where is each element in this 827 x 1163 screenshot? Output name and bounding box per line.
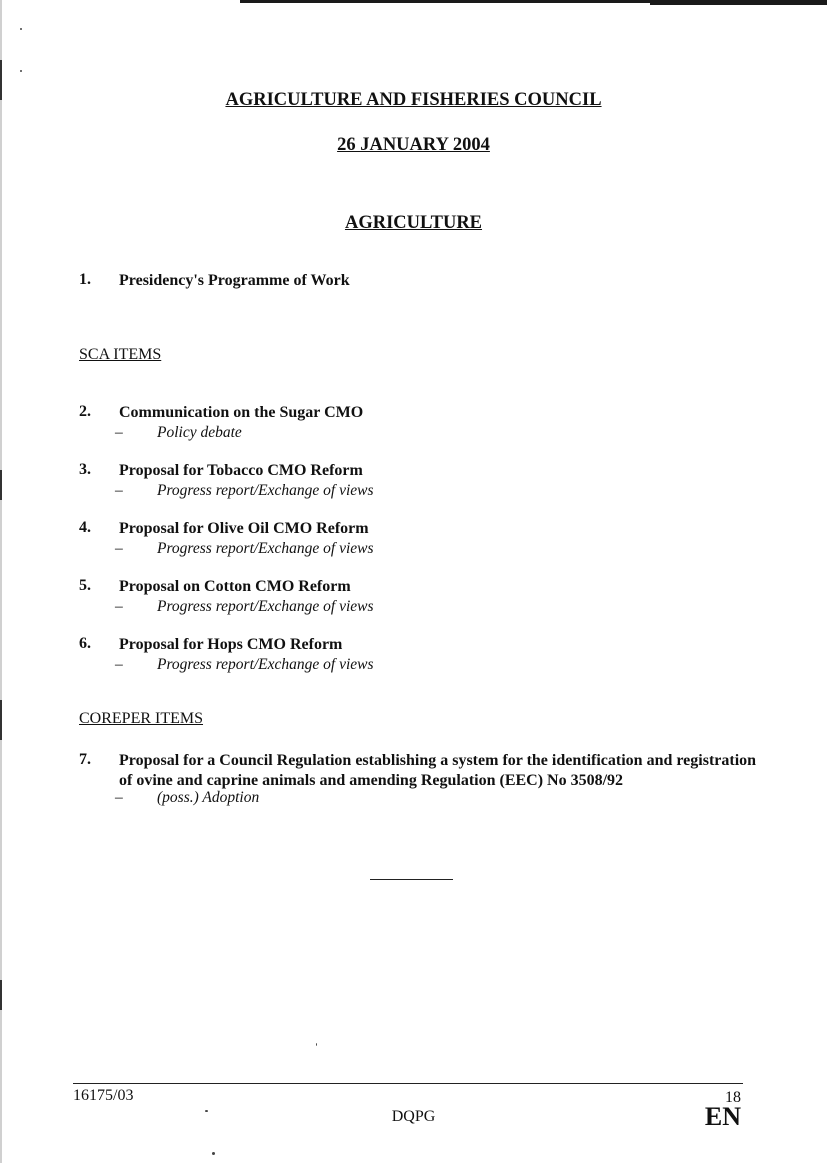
scan-mark bbox=[0, 470, 2, 500]
top-border-rule-thick bbox=[650, 0, 827, 5]
dash: – bbox=[115, 424, 123, 441]
dash: – bbox=[115, 482, 123, 499]
meeting-date: 26 JANUARY 2004 bbox=[337, 135, 490, 155]
scan-speck bbox=[212, 1152, 215, 1155]
item-title: Presidency's Programme of Work bbox=[119, 272, 350, 289]
department-code: DQPG bbox=[391, 1108, 436, 1125]
scan-speck bbox=[205, 1110, 208, 1112]
dash: – bbox=[115, 598, 123, 615]
item-title: Proposal for Tobacco CMO Reform bbox=[119, 462, 363, 479]
section-agriculture: AGRICULTURE bbox=[344, 213, 483, 233]
dash: – bbox=[115, 656, 123, 673]
item-subtitle: – Progress report/Exchange of views bbox=[115, 482, 374, 499]
scan-mark bbox=[0, 980, 2, 1010]
scan-speck bbox=[20, 70, 22, 72]
item-title: Proposal for a Council Regulation establishing a system for the identification and registration of ovine and caprine animals and amending Regulation (EEC) No 3508/92 bbox=[119, 752, 757, 789]
page-number: 18 bbox=[725, 1089, 741, 1106]
language-code: EN bbox=[704, 1102, 741, 1131]
item-title: Proposal on Cotton CMO Reform bbox=[119, 578, 351, 595]
item-subtitle: – Progress report/Exchange of views bbox=[115, 656, 374, 673]
item-number: 1. bbox=[79, 271, 91, 288]
council-title: AGRICULTURE AND FISHERIES COUNCIL bbox=[225, 90, 602, 110]
item-number: 2. bbox=[79, 403, 91, 420]
item-subtitle: – Progress report/Exchange of views bbox=[115, 540, 374, 557]
scan-speck bbox=[20, 28, 22, 30]
item-title: Proposal for Hops CMO Reform bbox=[119, 636, 343, 653]
document-reference: 16175/03 bbox=[73, 1087, 134, 1104]
scan-speck bbox=[316, 1043, 317, 1046]
item-subtitle: – (poss.) Adoption bbox=[115, 789, 260, 806]
scan-mark bbox=[0, 700, 2, 740]
item-subtitle: – Policy debate bbox=[115, 424, 242, 441]
item-number: 3. bbox=[79, 461, 91, 478]
footer-rule bbox=[73, 1083, 743, 1084]
dash: – bbox=[115, 540, 123, 557]
item-number: 4. bbox=[79, 519, 91, 536]
item-subtitle: – Progress report/Exchange of views bbox=[115, 598, 374, 615]
item-title: Proposal for Olive Oil CMO Reform bbox=[119, 520, 369, 537]
item-title: Communication on the Sugar CMO bbox=[119, 404, 364, 421]
section-coreper-items: COREPER ITEMS bbox=[79, 710, 204, 727]
dash: – bbox=[115, 789, 123, 806]
section-sca-items: SCA ITEMS bbox=[79, 346, 162, 363]
item-number: 7. bbox=[79, 751, 91, 768]
item-number: 5. bbox=[79, 577, 91, 594]
item-number: 6. bbox=[79, 635, 91, 652]
end-of-content-rule bbox=[370, 879, 453, 880]
